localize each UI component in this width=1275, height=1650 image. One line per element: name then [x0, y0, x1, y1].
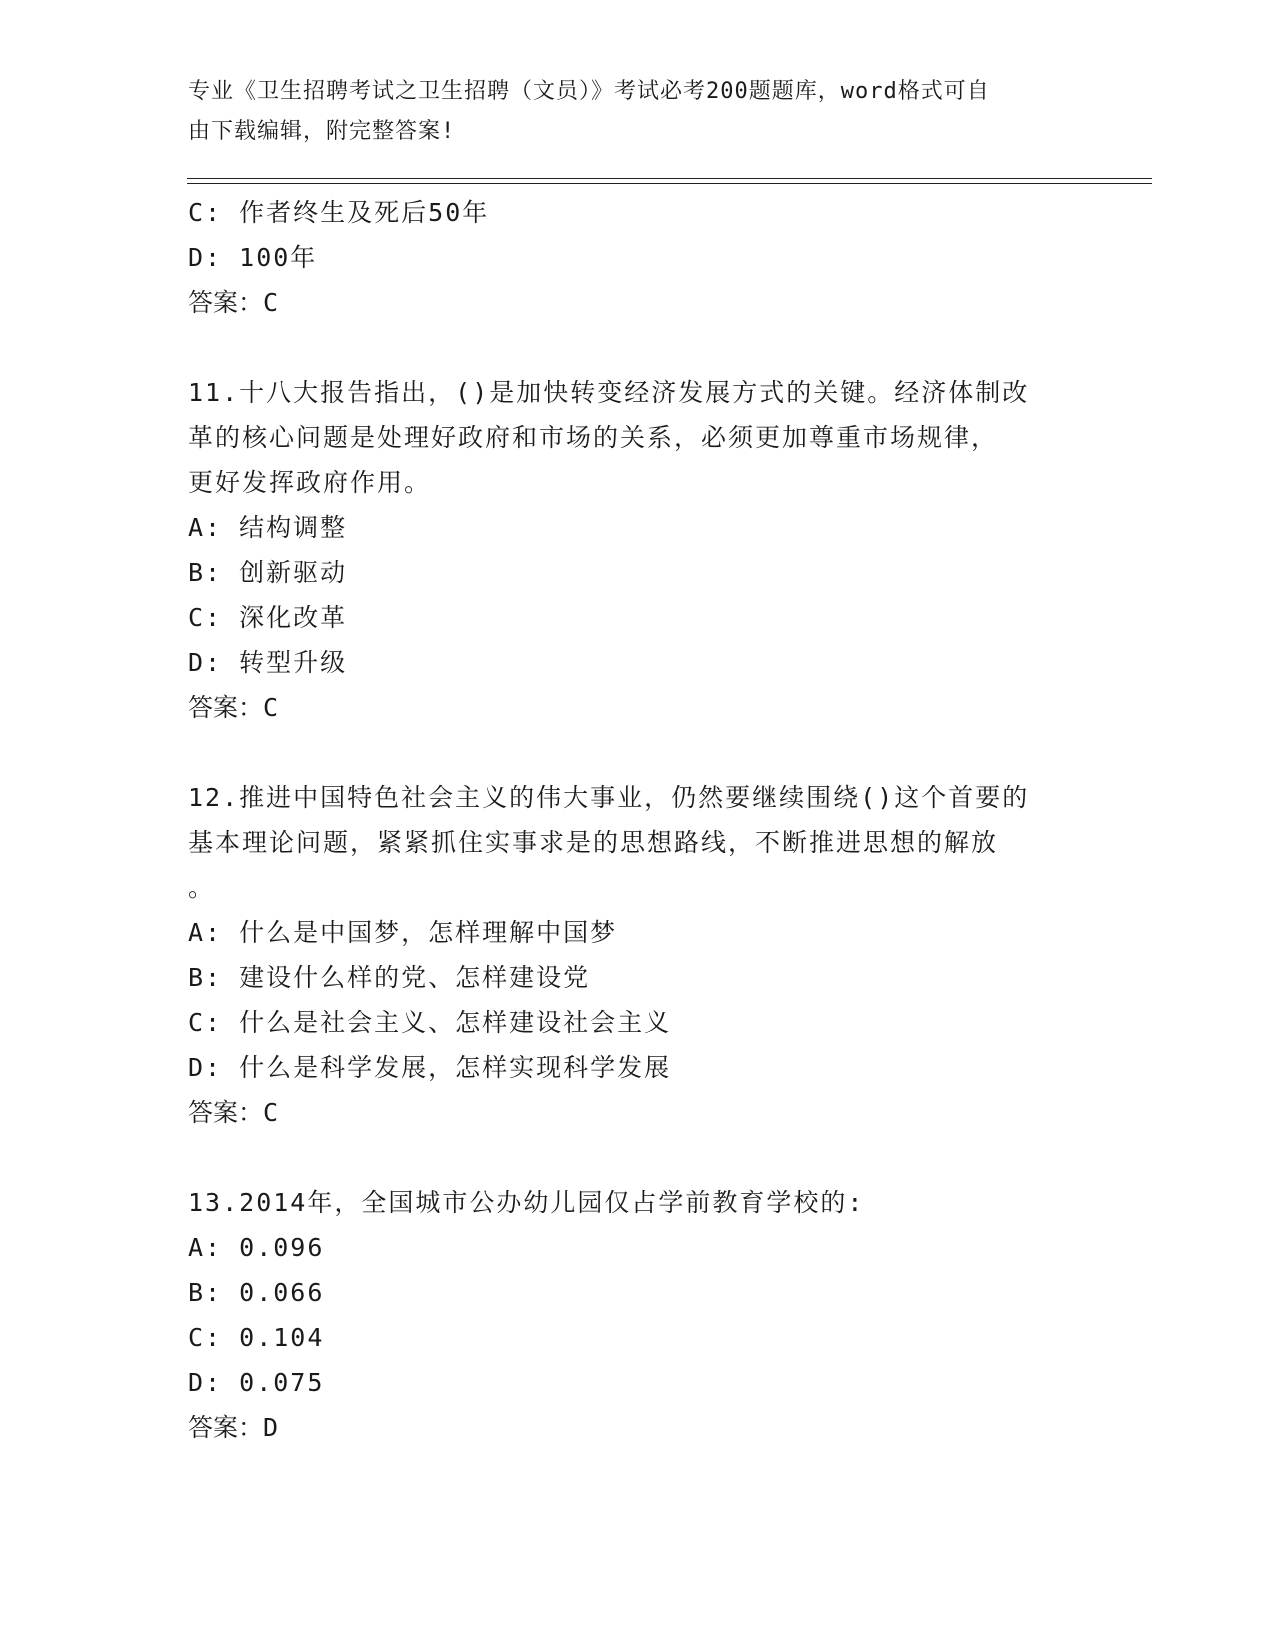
answer-line: 答案：D [188, 1413, 279, 1442]
question-list [188, 190, 1088, 1450]
spacer [188, 730, 1088, 775]
option-a: A: 什么是中国梦，怎样理解中国梦 [188, 918, 618, 947]
question-block-13 [188, 1180, 1088, 1450]
header-rule-top [187, 178, 1152, 179]
option-a: A: 0.096 [188, 1233, 325, 1262]
question-text-line: 基本理论问题，紧紧抓住实事求是的思想路线，不断推进思想的解放 [188, 828, 999, 857]
answer-line: 答案：C [188, 1098, 279, 1127]
spacer [188, 325, 1088, 370]
spacer [188, 1135, 1088, 1180]
option-c: C: 深化改革 [188, 603, 348, 632]
option-d: D: 0.075 [188, 1368, 325, 1397]
option-d: D: 转型升级 [188, 648, 348, 677]
header-line-1: 专业《卫生招聘考试之卫生招聘（文员）》考试必考200题题库，word格式可自 [188, 79, 990, 104]
question-text-line: 12.推进中国特色社会主义的伟大事业，仍然要继续围绕()这个首要的 [188, 783, 1030, 812]
answer-line: 答案：C [188, 693, 279, 722]
option-b: B: 建设什么样的党、怎样建设党 [188, 963, 591, 992]
question-text-line: 。 [188, 873, 216, 902]
option-b: B: 创新驱动 [188, 558, 348, 587]
option-c: C: 什么是社会主义、怎样建设社会主义 [188, 1008, 672, 1037]
header-rule-bottom [187, 183, 1152, 184]
answer-line: 答案：C [188, 288, 279, 317]
option-a: A: 结构调整 [188, 513, 348, 542]
question-block-11 [188, 370, 1088, 730]
question-text-line: 13.2014年，全国城市公办幼儿园仅占学前教育学校的: [188, 1188, 865, 1217]
question-block-prev [188, 190, 1088, 325]
question-block-12 [188, 775, 1088, 1135]
question-text-line: 11.十八大报告指出，()是加快转变经济发展方式的关键。经济体制改 [188, 378, 1030, 407]
question-text-line: 更好发挥政府作用。 [188, 468, 432, 497]
document-header [188, 72, 1088, 152]
option-c: C: 作者终生及死后50年 [188, 198, 490, 227]
option-d: D: 什么是科学发展，怎样实现科学发展 [188, 1053, 672, 1082]
option-c: C: 0.104 [188, 1323, 325, 1352]
header-line-2: 由下载编辑，附完整答案! [188, 119, 456, 144]
option-d: D: 100年 [188, 243, 318, 272]
question-text-line: 革的核心问题是处理好政府和市场的关系，必须更加尊重市场规律， [188, 423, 999, 452]
option-b: B: 0.066 [188, 1278, 325, 1307]
